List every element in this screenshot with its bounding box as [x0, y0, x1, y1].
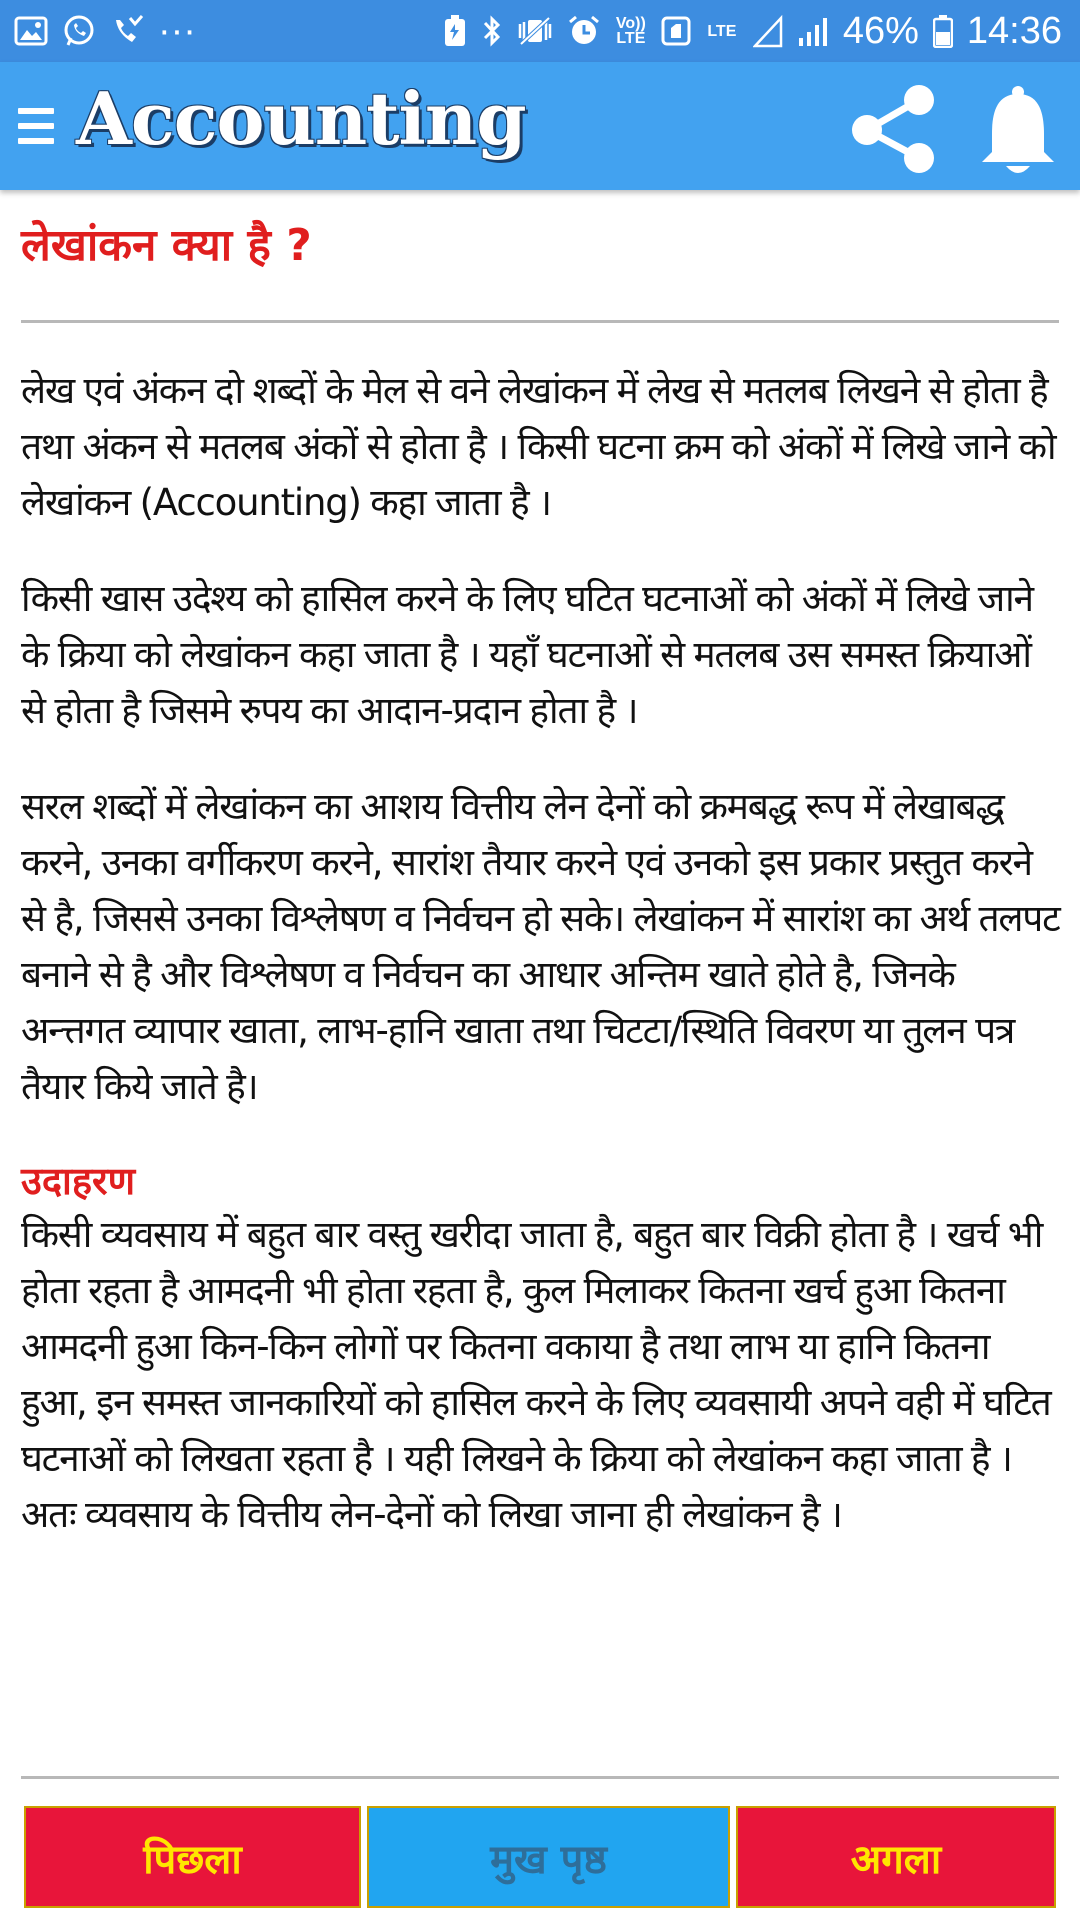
- status-bar-left: [14, 10, 196, 53]
- battery-icon: [933, 14, 953, 48]
- app-title: Accounting: [76, 76, 526, 161]
- home-button[interactable]: मुख पृष्ठ: [367, 1806, 730, 1908]
- article-paragraph: सरल शब्दों में लेखांकन का आशय वित्तीय लेन देनों को क्रमबद्ध रूप में लेखाबद्ध करने, उनका वर्गीकरण करने, सारांश तैयार करने एवं उनको इस प्रकार प्रस्तुत करने से है, जिससे उनका विश्लेषण व निर्वचन हो सके। लेखांकन में सारांश का अर्थ तलपट बनाने से है और विश्लेषण व निर्वचन का आधार अन्तिम खाते होते है, जिनके अन्त्तगत व्यापार खाता, लाभ-हानि खाता तथा चिटटा/स्थिति विवरण या तुलन पत्र तैयार किये जाते है।: [21, 785, 1060, 1108]
- battery-saver-icon: [443, 14, 467, 48]
- nfc-icon: [661, 16, 691, 46]
- previous-button[interactable]: पिछला: [24, 1806, 361, 1908]
- page-title: लेखांकन क्या है ?: [21, 220, 312, 271]
- status-bar-right: [443, 10, 1062, 53]
- status-bar: [0, 0, 1080, 62]
- lte-indicator: LTE: [707, 22, 737, 40]
- whatsapp-icon: [62, 14, 96, 48]
- next-button[interactable]: अगला: [736, 1806, 1056, 1908]
- battery-percent: 46%: [842, 9, 919, 52]
- share-icon[interactable]: [845, 80, 941, 176]
- volte-indicator: Vo)) LTE: [615, 15, 646, 47]
- more-notifications: ···: [158, 9, 196, 52]
- bluetooth-icon: [481, 14, 503, 48]
- menu-icon[interactable]: [18, 102, 58, 150]
- bottom-divider: [21, 1776, 1059, 1779]
- alarm-icon: [567, 14, 601, 48]
- vibrate-mute-icon: [517, 14, 553, 48]
- app-bar: [0, 62, 1080, 190]
- signal-icon-2: [797, 14, 829, 48]
- bell-icon[interactable]: [978, 80, 1058, 180]
- article-paragraph: किसी खास उदेश्य को हासिल करने के लिए घटित घटनाओं को अंकों में लिखे जाने के क्रिया को लेखांकन कहा जाता है । यहाँ घटनाओं से मतलब उस समस्त क्रियाओं से होता है जिसमे रुपय का आदान-प्रदान होता है ।: [21, 577, 1033, 732]
- title-divider: [21, 320, 1059, 323]
- example-paragraph: किसी व्यवसाय में बहुत बार वस्तु खरीदा जाता है, बहुत बार विक्री होता है । खर्च भी होता रहता है आमदनी भी होता रहता है, कुल मिलाकर कितना खर्च हुआ कितना आमदनी हुआ किन-किन लोगों पर कितना वकाया है तथा लाभ या हानि कितना हुआ, इन समस्त जानकारियों को हासिल करने के लिए व्यवसायी अपने वही में घटित घटनाओं को लिखता रहता है । यही लिखने के क्रिया को लेखांकन कहा जाता है । अतः व्यवसाय के वित्तीय लेन-देनों को लिखा जाना ही लेखांकन है ।: [21, 1213, 1051, 1536]
- article-paragraph: लेख एवं अंकन दो शब्दों के मेल से वने लेखांकन में लेख से मतलब लिखने से होता है तथा अंकन से मतलब अंकों से होता है । किसी घटना क्रम को अंकों में लिखे जाने को लेखांकन (Accounting) कहा जाता है ।: [21, 369, 1056, 524]
- example-heading: उदाहरण: [21, 1159, 136, 1203]
- article: [21, 190, 1061, 1543]
- missed-call-icon: [110, 14, 144, 48]
- signal-icon-1: [753, 14, 783, 48]
- gallery-icon: [14, 16, 48, 46]
- clock: 14:36: [966, 9, 1062, 52]
